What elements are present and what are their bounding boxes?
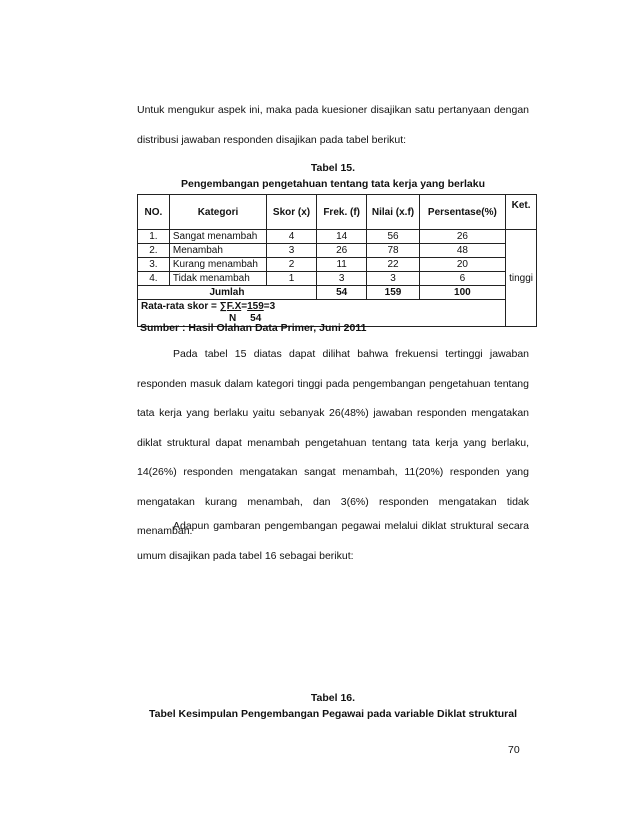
cell-skor: 2 [267, 258, 317, 272]
cell-kategori: Kurang menambah [169, 258, 266, 272]
cell-persentase: 26 [419, 230, 505, 244]
rata-denominator-label: N [229, 313, 237, 324]
table-row [138, 272, 537, 286]
cell-no: 1. [138, 230, 170, 244]
cell-kategori: Sangat menambah [169, 230, 266, 244]
analysis-paragraph: Pada tabel 15 diatas dapat dilihat bahwa frekuensi tertinggi jawaban responden masuk dalam kategori tinggi pada pengembangan pengetahuan tentang tata kerja yang berlaku yaitu sebanyak 26(48%) jawaban responden mengatakan diklat struktural dapat menambah pengetahuan tentang tata kerja yang berlaku, 14(26%) responden mengatakan sangat menambah, 11(20%) responden yang mengatakan kurang menambah, dan 3(6%) responden mengatakan tidak menambah. [137, 348, 529, 537]
cell-frek: 26 [316, 244, 366, 258]
cell-persentase: 20 [419, 258, 505, 272]
cell-kategori: Tidak menambah [169, 272, 266, 286]
header-frek: Frek. (f) [316, 195, 366, 230]
total-nilai: 159 [367, 286, 419, 300]
total-persentase: 100 [419, 286, 505, 300]
cell-frek: 3 [316, 272, 366, 286]
page-number: 70 [508, 744, 520, 756]
table16-caption-number: Tabel 16. [310, 692, 356, 704]
cell-skor: 3 [267, 244, 317, 258]
table-row [138, 258, 537, 272]
total-frek: 54 [316, 286, 366, 300]
rata-result: 3 [269, 301, 276, 312]
table-row [138, 244, 537, 258]
cell-no: 2. [138, 244, 170, 258]
table16-caption [110, 690, 556, 722]
cell-nilai: 22 [367, 258, 419, 272]
rata-formula-numerator: ∑F.X [219, 301, 242, 312]
cell-persentase: 48 [419, 244, 505, 258]
rata-denominator-value: 54 [250, 313, 262, 324]
cell-skor: 4 [267, 230, 317, 244]
cell-no: 4. [138, 272, 170, 286]
cell-nilai: 3 [367, 272, 419, 286]
total-label: Jumlah [138, 286, 317, 300]
cell-no: 3. [138, 258, 170, 272]
cell-ket: tinggi [506, 230, 537, 327]
table16-intro-paragraph: Adapun gambaran pengembangan pegawai melalui diklat struktural secara umum disajikan pada tabel 16 sebagai berikut: [137, 520, 529, 562]
cell-persentase: 6 [419, 272, 505, 286]
rata-equals-1: = [241, 301, 248, 312]
cell-skor: 1 [267, 272, 317, 286]
table-row [138, 230, 537, 244]
header-kategori: Kategori [169, 195, 266, 230]
table15-source: Sumber : Hasil Olahan Data Primer, Juni 2011 [140, 322, 367, 334]
cell-frek: 11 [316, 258, 366, 272]
cell-frek: 14 [316, 230, 366, 244]
rata-equals-2: = [263, 301, 270, 312]
intro-paragraph: Untuk mengukur aspek ini, maka pada kuesioner disajikan satu pertanyaan dengan distribusi jawaban responden disajikan pada tabel berikut: [137, 104, 529, 146]
cell-kategori: Menambah [169, 244, 266, 258]
table15-caption-number: Tabel 15. [310, 162, 356, 174]
rata-sum: 159 [247, 301, 264, 312]
table15-caption-title: Pengembangan pengetahuan tentang tata kerja yang berlaku [181, 178, 485, 190]
table15-caption [137, 160, 529, 192]
header-no: NO. [138, 195, 170, 230]
table15-header-row [138, 195, 537, 230]
table16-caption-title: Tabel Kesimpulan Pengembangan Pegawai pada variable Diklat struktural [148, 708, 517, 720]
cell-nilai: 78 [367, 244, 419, 258]
header-ket: Ket. [506, 195, 537, 230]
header-skor: Skor (x) [267, 195, 317, 230]
table15-total-row [138, 286, 537, 300]
header-nilai: Nilai (x.f) [367, 195, 419, 230]
rata-prefix: Rata-rata skor = [141, 301, 220, 312]
rata-rata-formula [141, 301, 502, 313]
cell-nilai: 56 [367, 230, 419, 244]
header-persentase: Persentase(%) [419, 195, 505, 230]
table15 [137, 194, 537, 327]
